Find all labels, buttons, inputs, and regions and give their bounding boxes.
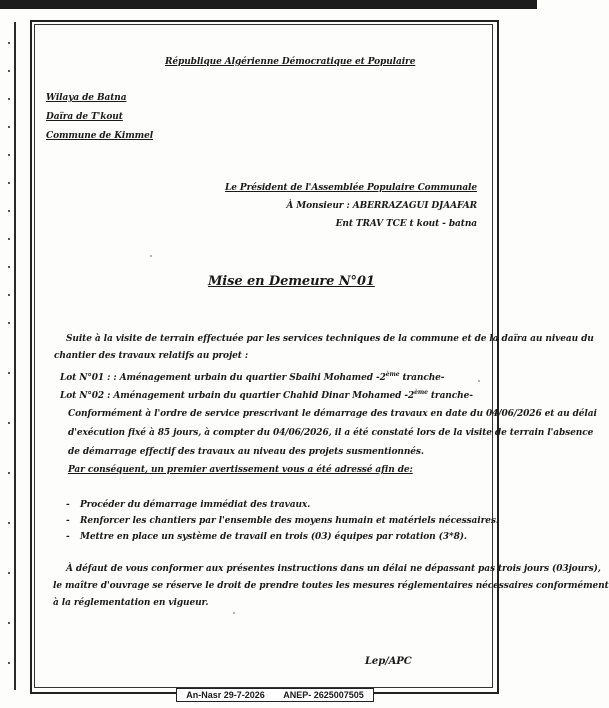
scan-speck: [150, 255, 152, 257]
page-top-rule: [0, 0, 537, 9]
republic-header: République Algérienne Démocratique et Populaire: [165, 57, 416, 67]
action-item-2: Renforcer les chantiers par l'ensemble des moyens humain et matériels nécessaires.: [80, 516, 499, 526]
paragraph-order-line-1: Conformément à l'ordre de service prescrivant le démarrage des travaux en date du 04/06/2026 et au délai: [68, 409, 597, 419]
consequence-line: Par conséquent, un premier avertissement vous a été adressé afin de:: [68, 465, 413, 475]
paragraph-warning-line-3: à la réglementation en vigueur.: [53, 598, 209, 608]
signature: Lep/APC: [365, 656, 412, 667]
publication-footer: [176, 688, 374, 702]
document-title: Mise en Demeure N°01: [208, 274, 375, 289]
commune-line: Commune de Kimmel: [46, 131, 154, 141]
recipient-name: À Monsieur : ABERRAZAGUI DJAAFAR: [286, 201, 477, 211]
scan-speck: [233, 612, 235, 614]
paragraph-order-line-3: de démarrage effectif des travaux au niveau des projets susmentionnés.: [68, 447, 424, 457]
lot-2-line: Lot N°02 : Aménagement urbain du quartier Chahid Dinar Mohamed -2ème tranche-: [60, 389, 473, 401]
anep-ref: ANEP- 2625007505: [283, 690, 364, 700]
action-bullet: -: [66, 532, 70, 542]
paragraph-warning-line-1: À défaut de vous conformer aux présentes instructions dans un délai ne dépassant pas trois jours (03jours),: [66, 564, 601, 574]
lot-1-line: Lot N°01 : : Aménagement urbain du quartier Sbaihi Mohamed -2ème tranche-: [60, 371, 445, 383]
president-line: Le Président de l'Assemblée Populaire Communale: [225, 183, 477, 193]
action-bullet: -: [66, 516, 70, 526]
action-item-3: Mettre en place un système de travail en trois (03) équipes par rotation (3*8).: [80, 532, 467, 542]
action-item-1: Procéder du démarrage immédiat des travaux.: [80, 500, 311, 510]
wilaya-line: Wilaya de Batna: [46, 93, 127, 103]
adjacent-column-edge: [0, 22, 16, 690]
paragraph-intro-line-1: Suite à la visite de terrain effectuée par les services techniques de la commune et de la daïra au niveau du: [66, 334, 594, 344]
scan-speck: [478, 380, 480, 382]
recipient-company: Ent TRAV TCE t kout - batna: [335, 219, 477, 229]
newspaper-ref: An-Nasr 29-7-2026: [186, 690, 265, 700]
paragraph-order-line-2: d'exécution fixé à 85 jours, à compter du 04/06/2026, il a été constaté lors de la visite de terrain l'absence: [68, 428, 594, 438]
daira-line: Daïra de T'kout: [46, 112, 123, 122]
paragraph-warning-line-2: le maître d'ouvrage se réserve le droit de prendre toutes les mesures réglementaires nécessaires conformément: [53, 581, 609, 591]
paragraph-intro-line-2: chantier des travaux relatifs au projet :: [54, 351, 249, 361]
action-bullet: -: [66, 500, 70, 510]
